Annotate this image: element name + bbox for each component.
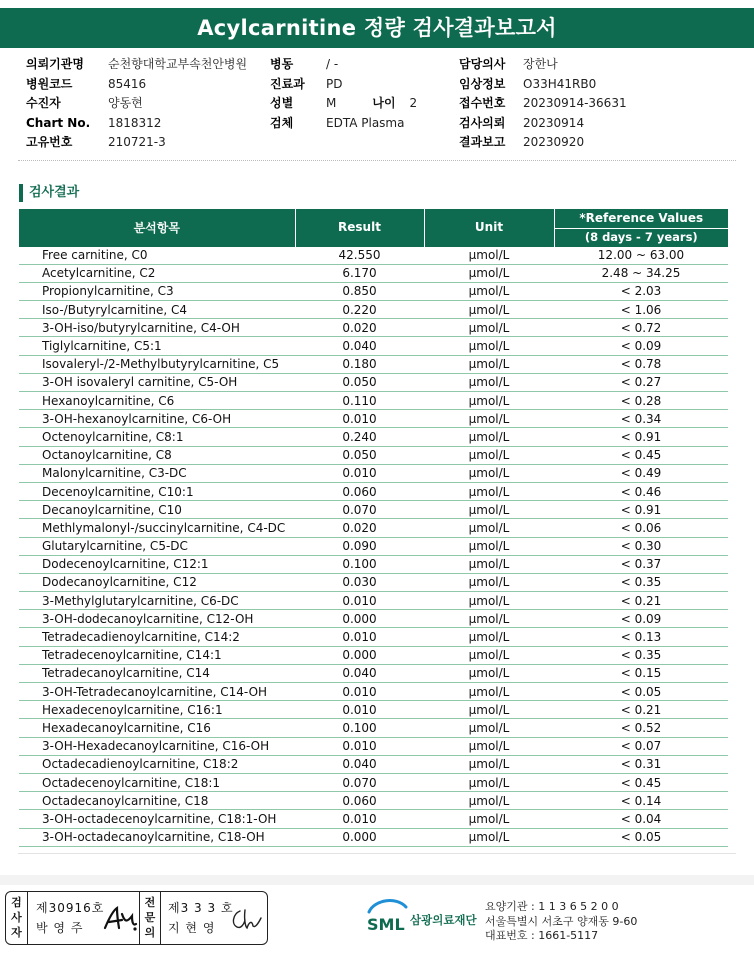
unit-value: μmol/L	[424, 828, 554, 846]
table-row	[19, 737, 728, 755]
analyte-name: Tetradecenoylcarnitine, C14:1	[19, 646, 295, 664]
table-row	[19, 519, 728, 537]
technician-name: 박 영 주	[36, 921, 84, 935]
table-row	[19, 701, 728, 719]
info-value: O33H41RB0	[523, 76, 597, 91]
reference-value: < 0.35	[554, 573, 728, 591]
table-row	[19, 537, 728, 555]
info-value: 210721-3	[108, 135, 166, 149]
table-row	[19, 410, 728, 428]
info-value: / -	[326, 57, 339, 71]
table-row	[19, 319, 728, 337]
analyte-name: Hexadecanoylcarnitine, C16	[19, 719, 295, 737]
result-value: 0.850	[295, 282, 424, 300]
reference-value: < 0.09	[554, 337, 728, 355]
unit-value: μmol/L	[424, 482, 554, 500]
specialist-name: 지 현 영	[168, 921, 216, 935]
analyte-name: Propionylcarnitine, C3	[19, 282, 295, 300]
header-reference: *Reference Values	[554, 209, 728, 228]
info-row	[26, 75, 247, 95]
result-value: 0.100	[295, 719, 424, 737]
table-row	[19, 773, 728, 791]
analyte-name: Dodecanoylcarnitine, C12	[19, 573, 295, 591]
analyte-name: 3-OH-dodecanoylcarnitine, C12-OH	[19, 610, 295, 628]
analyte-name: Hexadecenoylcarnitine, C16:1	[19, 701, 295, 719]
report-title: Acylcarnitine 정량 검사결과보고서	[0, 8, 754, 48]
info-row	[459, 114, 627, 134]
unit-value: μmol/L	[424, 446, 554, 464]
result-value: 0.010	[295, 464, 424, 482]
info-row	[270, 94, 417, 114]
result-value: 0.050	[295, 446, 424, 464]
unit-value: μmol/L	[424, 701, 554, 719]
info-value: 장한나	[523, 57, 558, 71]
table-bottom-divider	[18, 853, 736, 854]
table-row	[19, 501, 728, 519]
result-value: 0.070	[295, 501, 424, 519]
table-row	[19, 573, 728, 591]
unit-value: μmol/L	[424, 301, 554, 319]
reference-value: < 0.45	[554, 446, 728, 464]
result-value: 0.000	[295, 828, 424, 846]
reference-value: < 0.21	[554, 701, 728, 719]
result-value: 0.030	[295, 573, 424, 591]
result-value: 0.040	[295, 664, 424, 682]
info-label: 검사의뢰	[459, 115, 506, 130]
results-table	[19, 209, 728, 847]
unit-value: μmol/L	[424, 282, 554, 300]
info-label: 수진자	[26, 96, 61, 110]
reference-value: 12.00 ~ 63.00	[554, 246, 728, 264]
reference-value: < 0.31	[554, 755, 728, 773]
reference-value: < 0.21	[554, 592, 728, 610]
table-row	[19, 810, 728, 828]
unit-value: μmol/L	[424, 501, 554, 519]
info-label: 병동	[270, 57, 294, 71]
patient-info-column-2	[270, 55, 417, 133]
result-value: 0.020	[295, 319, 424, 337]
info-label: 성별	[270, 96, 294, 110]
table-row	[19, 610, 728, 628]
reference-value: < 0.27	[554, 373, 728, 391]
unit-value: μmol/L	[424, 246, 554, 264]
unit-value: μmol/L	[424, 555, 554, 573]
reference-value: 2.48 ~ 34.25	[554, 264, 728, 282]
table-row	[19, 282, 728, 300]
table-row	[19, 464, 728, 482]
info-value: 20230914	[523, 115, 585, 130]
unit-value: μmol/L	[424, 664, 554, 682]
analyte-name: 3-OH-octadecenoylcarnitine, C18:1-OH	[19, 810, 295, 828]
info-value: 순천향대학교부속천안병원	[108, 57, 248, 71]
organization-info	[485, 900, 637, 944]
info-row	[26, 55, 247, 75]
reference-value: < 0.37	[554, 555, 728, 573]
result-value: 0.060	[295, 792, 424, 810]
specialist-signature-icon	[228, 906, 264, 934]
info-row	[459, 94, 627, 114]
result-value: 0.060	[295, 482, 424, 500]
table-row	[19, 337, 728, 355]
header-reference-range: (8 days - 7 years)	[554, 228, 728, 246]
unit-value: μmol/L	[424, 264, 554, 282]
analyte-name: Octadecanoylcarnitine, C18	[19, 792, 295, 810]
table-row	[19, 828, 728, 846]
header-unit: Unit	[424, 209, 554, 246]
reference-value: < 0.78	[554, 355, 728, 373]
unit-value: μmol/L	[424, 392, 554, 410]
reference-value: < 0.04	[554, 810, 728, 828]
info-row	[26, 94, 247, 114]
unit-value: μmol/L	[424, 537, 554, 555]
reference-value: < 0.09	[554, 610, 728, 628]
result-value: 0.040	[295, 755, 424, 773]
info-label: 임상정보	[459, 76, 506, 91]
analyte-name: Free carnitine, C0	[19, 246, 295, 264]
unit-value: μmol/L	[424, 646, 554, 664]
analyte-name: 3-OH-Tetradecanoylcarnitine, C14-OH	[19, 683, 295, 701]
technician-signature-icon	[102, 904, 138, 934]
section-title: 검사결과	[19, 184, 79, 202]
reference-value: < 0.91	[554, 501, 728, 519]
unit-value: μmol/L	[424, 410, 554, 428]
reference-value: < 0.06	[554, 519, 728, 537]
reference-value: < 0.14	[554, 792, 728, 810]
reference-value: < 0.13	[554, 628, 728, 646]
info-row	[270, 55, 417, 75]
info-row	[270, 114, 417, 134]
unit-value: μmol/L	[424, 755, 554, 773]
result-value: 6.170	[295, 264, 424, 282]
analyte-name: 3-OH-hexanoylcarnitine, C6-OH	[19, 410, 295, 428]
result-value: 0.010	[295, 701, 424, 719]
org-code-line: 요양기관 : 1 1 3 6 5 2 0 0	[485, 900, 619, 913]
info-row	[459, 75, 627, 95]
analyte-name: Octanoylcarnitine, C8	[19, 446, 295, 464]
analyte-name: 3-OH-Hexadecanoylcarnitine, C16-OH	[19, 737, 295, 755]
logo-mark-text: SML	[367, 915, 405, 934]
unit-value: μmol/L	[424, 573, 554, 591]
result-value: 0.220	[295, 301, 424, 319]
result-value: 0.050	[295, 373, 424, 391]
analyte-name: 3-OH isovaleryl carnitine, C5-OH	[19, 373, 295, 391]
result-value: 0.110	[295, 392, 424, 410]
info-row	[270, 75, 417, 95]
table-row	[19, 628, 728, 646]
unit-value: μmol/L	[424, 592, 554, 610]
reference-value: < 0.49	[554, 464, 728, 482]
unit-value: μmol/L	[424, 792, 554, 810]
unit-value: μmol/L	[424, 464, 554, 482]
analyte-name: Malonylcarnitine, C3-DC	[19, 464, 295, 482]
signer-role-specialist: 전문의	[139, 892, 161, 944]
unit-value: μmol/L	[424, 683, 554, 701]
age-label: 나이	[372, 96, 396, 110]
table-row	[19, 373, 728, 391]
info-value: 85416	[108, 76, 147, 91]
table-row	[19, 428, 728, 446]
info-value: 20230920	[523, 135, 585, 149]
info-label: 담당의사	[459, 57, 506, 71]
result-value: 0.000	[295, 610, 424, 628]
info-value: PD	[326, 76, 343, 91]
analyte-name: Dodecenoylcarnitine, C12:1	[19, 555, 295, 573]
analyte-name: 3-OH-octadecanoylcarnitine, C18-OH	[19, 828, 295, 846]
table-row	[19, 755, 728, 773]
org-address-line: 서울특별시 서초구 양재동 9-60	[485, 914, 638, 928]
reference-value: < 0.72	[554, 319, 728, 337]
result-value: 42.550	[295, 246, 424, 264]
reference-value: < 0.35	[554, 646, 728, 664]
analyte-name: Tetradecanoylcarnitine, C14	[19, 664, 295, 682]
result-value: 0.100	[295, 555, 424, 573]
info-row	[26, 114, 247, 134]
info-label: 결과보고	[459, 135, 506, 149]
table-row	[19, 664, 728, 682]
reference-value: < 0.91	[554, 428, 728, 446]
analyte-name: Glutarylcarnitine, C5-DC	[19, 537, 295, 555]
table-row	[19, 355, 728, 373]
table-row	[19, 392, 728, 410]
info-label: 진료과	[270, 76, 305, 91]
reference-value: < 2.03	[554, 282, 728, 300]
info-label: 병원코드	[26, 76, 73, 91]
signer-role-technician: 검사자	[6, 892, 28, 944]
result-value: 0.010	[295, 592, 424, 610]
info-label: 의뢰기관명	[26, 57, 84, 71]
result-value: 0.010	[295, 737, 424, 755]
specialist-license-number: 제3 3 3 호	[168, 901, 234, 915]
unit-value: μmol/L	[424, 373, 554, 391]
table-row	[19, 301, 728, 319]
analyte-name: Iso-/Butyrylcarnitine, C4	[19, 301, 295, 319]
unit-value: μmol/L	[424, 610, 554, 628]
results-body	[19, 246, 728, 846]
analyte-name: Isovaleryl-/2-Methylbutyrylcarnitine, C5	[19, 355, 295, 373]
info-row	[459, 133, 627, 153]
info-row	[26, 133, 247, 153]
sml-logo-icon	[364, 898, 410, 938]
table-row	[19, 446, 728, 464]
header-divider	[18, 160, 736, 161]
result-value: 0.010	[295, 683, 424, 701]
header-item: 분석항목	[19, 209, 295, 246]
signature-box	[5, 891, 268, 945]
unit-value: μmol/L	[424, 319, 554, 337]
reference-value: < 0.07	[554, 737, 728, 755]
reference-value: < 1.06	[554, 301, 728, 319]
analyte-name: Methlymalonyl-/succinylcarnitine, C4-DC	[19, 519, 295, 537]
analyte-name: Decenoylcarnitine, C10:1	[19, 482, 295, 500]
unit-value: μmol/L	[424, 337, 554, 355]
org-phone-line: 대표번호 : 1661-5117	[485, 929, 599, 942]
sml-logo	[364, 898, 484, 938]
analyte-name: Hexanoylcarnitine, C6	[19, 392, 295, 410]
technician-license-number: 제30916호	[36, 901, 105, 915]
info-label: 검체	[270, 115, 294, 130]
analyte-name: Decanoylcarnitine, C10	[19, 501, 295, 519]
info-value: M	[326, 96, 337, 110]
patient-info-column-3	[459, 55, 627, 153]
table-row	[19, 482, 728, 500]
unit-value: μmol/L	[424, 737, 554, 755]
analyte-name: Tiglylcarnitine, C5:1	[19, 337, 295, 355]
unit-value: μmol/L	[424, 355, 554, 373]
analyte-name: Octadecadienoylcarnitine, C18:2	[19, 755, 295, 773]
result-value: 0.180	[295, 355, 424, 373]
unit-value: μmol/L	[424, 810, 554, 828]
info-label: 접수번호	[459, 96, 506, 110]
reference-value: < 0.52	[554, 719, 728, 737]
table-row	[19, 719, 728, 737]
result-value: 0.020	[295, 519, 424, 537]
age-value: 2	[409, 96, 418, 110]
org-name: 삼광의료재단	[410, 913, 477, 927]
unit-value: μmol/L	[424, 428, 554, 446]
analyte-name: Octenoylcarnitine, C8:1	[19, 428, 295, 446]
unit-value: μmol/L	[424, 719, 554, 737]
result-value: 0.000	[295, 646, 424, 664]
analyte-name: 3-OH-iso/butyrylcarnitine, C4-OH	[19, 319, 295, 337]
table-row	[19, 646, 728, 664]
table-row	[19, 683, 728, 701]
reference-value: < 0.34	[554, 410, 728, 428]
reference-value: < 0.28	[554, 392, 728, 410]
unit-value: μmol/L	[424, 773, 554, 791]
info-value: 양동현	[108, 96, 143, 110]
table-row	[19, 792, 728, 810]
result-value: 0.010	[295, 410, 424, 428]
reference-value: < 0.46	[554, 482, 728, 500]
unit-value: μmol/L	[424, 519, 554, 537]
reference-value: < 0.30	[554, 537, 728, 555]
analyte-name: 3-Methylglutarylcarnitine, C6-DC	[19, 592, 295, 610]
reference-value: < 0.45	[554, 773, 728, 791]
table-row	[19, 264, 728, 282]
result-value: 0.070	[295, 773, 424, 791]
footer-band	[0, 875, 754, 885]
info-row	[459, 55, 627, 75]
result-value: 0.090	[295, 537, 424, 555]
table-row	[19, 246, 728, 264]
analyte-name: Octadecenoylcarnitine, C18:1	[19, 773, 295, 791]
result-value: 0.010	[295, 810, 424, 828]
reference-value: < 0.15	[554, 664, 728, 682]
info-value: EDTA Plasma	[326, 115, 405, 130]
table-row	[19, 592, 728, 610]
info-label: Chart No.	[26, 115, 91, 130]
result-value: 0.040	[295, 337, 424, 355]
patient-info-column-1	[26, 55, 247, 153]
header-result: Result	[295, 209, 424, 246]
result-value: 0.010	[295, 628, 424, 646]
table-row	[19, 555, 728, 573]
reference-value: < 0.05	[554, 828, 728, 846]
analyte-name: Acetylcarnitine, C2	[19, 264, 295, 282]
reference-value: < 0.05	[554, 683, 728, 701]
analyte-name: Tetradecadienoylcarnitine, C14:2	[19, 628, 295, 646]
info-value: 1818312	[108, 115, 162, 130]
info-value: 20230914-36631	[523, 96, 627, 110]
result-value: 0.240	[295, 428, 424, 446]
info-label: 고유번호	[26, 135, 73, 149]
unit-value: μmol/L	[424, 628, 554, 646]
